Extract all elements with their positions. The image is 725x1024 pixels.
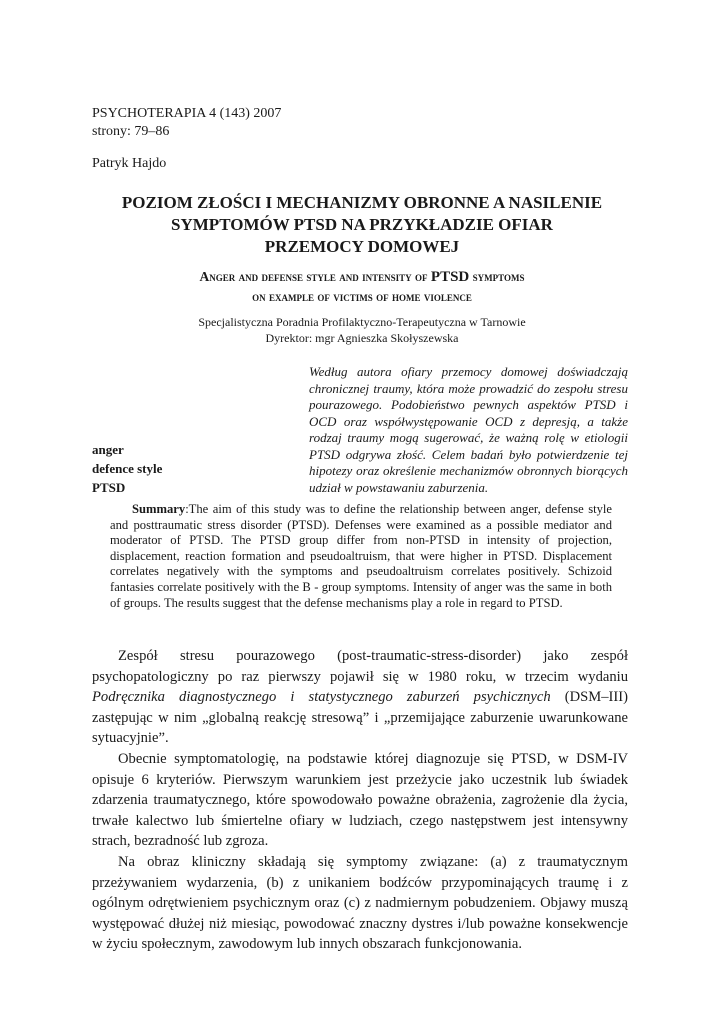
p1-text-a: Zespół stresu pourazowego (post-traumatic-stress-disorder) jako zespół psychopatologiczny po raz pierwszy pojawił się w 1980 roku, w trzecim wydaniu	[92, 648, 628, 685]
english-title-part-1: Anger and defense style and intensity of	[199, 269, 431, 284]
body-paragraph-1	[92, 646, 628, 749]
keyword-defence-style: defence style	[92, 461, 163, 476]
article-title	[92, 192, 632, 258]
director: Dyrektor: mgr Agnieszka Skołyszewska	[265, 331, 459, 345]
english-title-part-2: symptoms	[469, 269, 525, 284]
page-range: strony: 79–86	[92, 124, 170, 139]
english-title-ptsd: PTSD	[430, 269, 470, 285]
institution: Specjalistyczna Poradnia Profilaktyczno-Terapeutyczna w Tarnowie	[198, 315, 526, 329]
keyword-anger: anger	[92, 442, 124, 457]
p1-text-b: (DSM–III) zastępując w nim „globalną reakcję stresową” i „przemijające zaburzenie uwarunkowane sytuacyjnie”.	[92, 689, 628, 747]
keyword-ptsd: PTSD	[92, 480, 126, 495]
body-paragraph-3: Na obraz kliniczny składają się symptomy związane: (a) z traumatycznym przeżywaniem wydarzenia, (b) z unikaniem bodźców przypominających traumę i z ogólnym odrętwieniem psychicznym oraz (c) z nadmiernym pobudzeniem. Objawy muszą występować dłużej niż miesiąc, powodować znaczny dystres i/lub poważne konsekwencje w życiu społecznym, zawodowym lub innych obszarach funkcjonowania.	[92, 853, 628, 953]
title-line-3: PRZEMOCY DOMOWEJ	[264, 237, 460, 256]
keywords	[92, 440, 162, 497]
english-title	[92, 267, 632, 307]
summary-label: Summary	[132, 502, 186, 516]
title-line-1: POZIOM ZŁOŚCI I MECHANIZMY OBRONNE A NASILENIE	[121, 193, 603, 212]
polish-abstract: Według autora ofiary przemocy domowej doświadczają chronicznej traumy, która może prowadzić do zespołu stresu pourazowego. Podobieństwo pewnych aspektów PTSD i OCD oraz współwystępowanie OCD z depresją, a także rodzaj traumy mogą sugerować, że ważną rolę w etiologii PTSD odgrywa złość. Celem badań było potwierdzenie tej hipotezy oraz określenie mechanizmów obronnych biorących udział w powstawaniu zaburzenia.	[309, 364, 628, 495]
english-title-line-1	[92, 267, 632, 287]
title-line-2: SYMPTOMÓW PTSD NA PRZYKŁADZIE OFIAR	[171, 215, 553, 234]
english-title-line-2: on example of victims of home violence	[252, 289, 472, 304]
summary-text: :The aim of this study was to define the relationship between anger, defense style and posttraumatic stress disorder (PTSD). Defenses were examined as a possible mediator and moderator of PTSD. The PTSD group differ from non-PTSD in intensity of projection, displacement, reaction formation and pseudoaltruism, that were higher in PTSD. Displacement correlates negatively with the symptoms and pseudoaltruism correlates positively. Schizoid fantasies correlate positively with the B - group symptoms. Intensity of anger was the same in both of groups. The results suggest that the defense mechanisms play a role in regard to PTSD.	[110, 502, 612, 610]
summary	[110, 502, 612, 611]
p1-book-title: Podręcznika diagnostycznego i statystycznego zaburzeń psychicznych	[92, 689, 551, 706]
author-name: Patryk Hajdo	[92, 156, 167, 171]
body-paragraph-2: Obecnie symptomatologię, na podstawie której diagnozuje się PTSD, w DSM-IV opisuje 6 kryteriów. Pierwszym warunkiem jest przeżycie jako uczestnik lub świadek zdarzenia traumatycznego, które spowodowało poważne obrażenia, zagrożenie dla życia, trwałe kalectwo lub śmiertelne ofiary w ludziach, czego następstwem jest intensywny strach, bezradność lub zgroza.	[92, 750, 628, 850]
article-body	[92, 646, 628, 955]
journal-info: PSYCHOTERAPIA 4 (143) 2007	[92, 106, 282, 121]
